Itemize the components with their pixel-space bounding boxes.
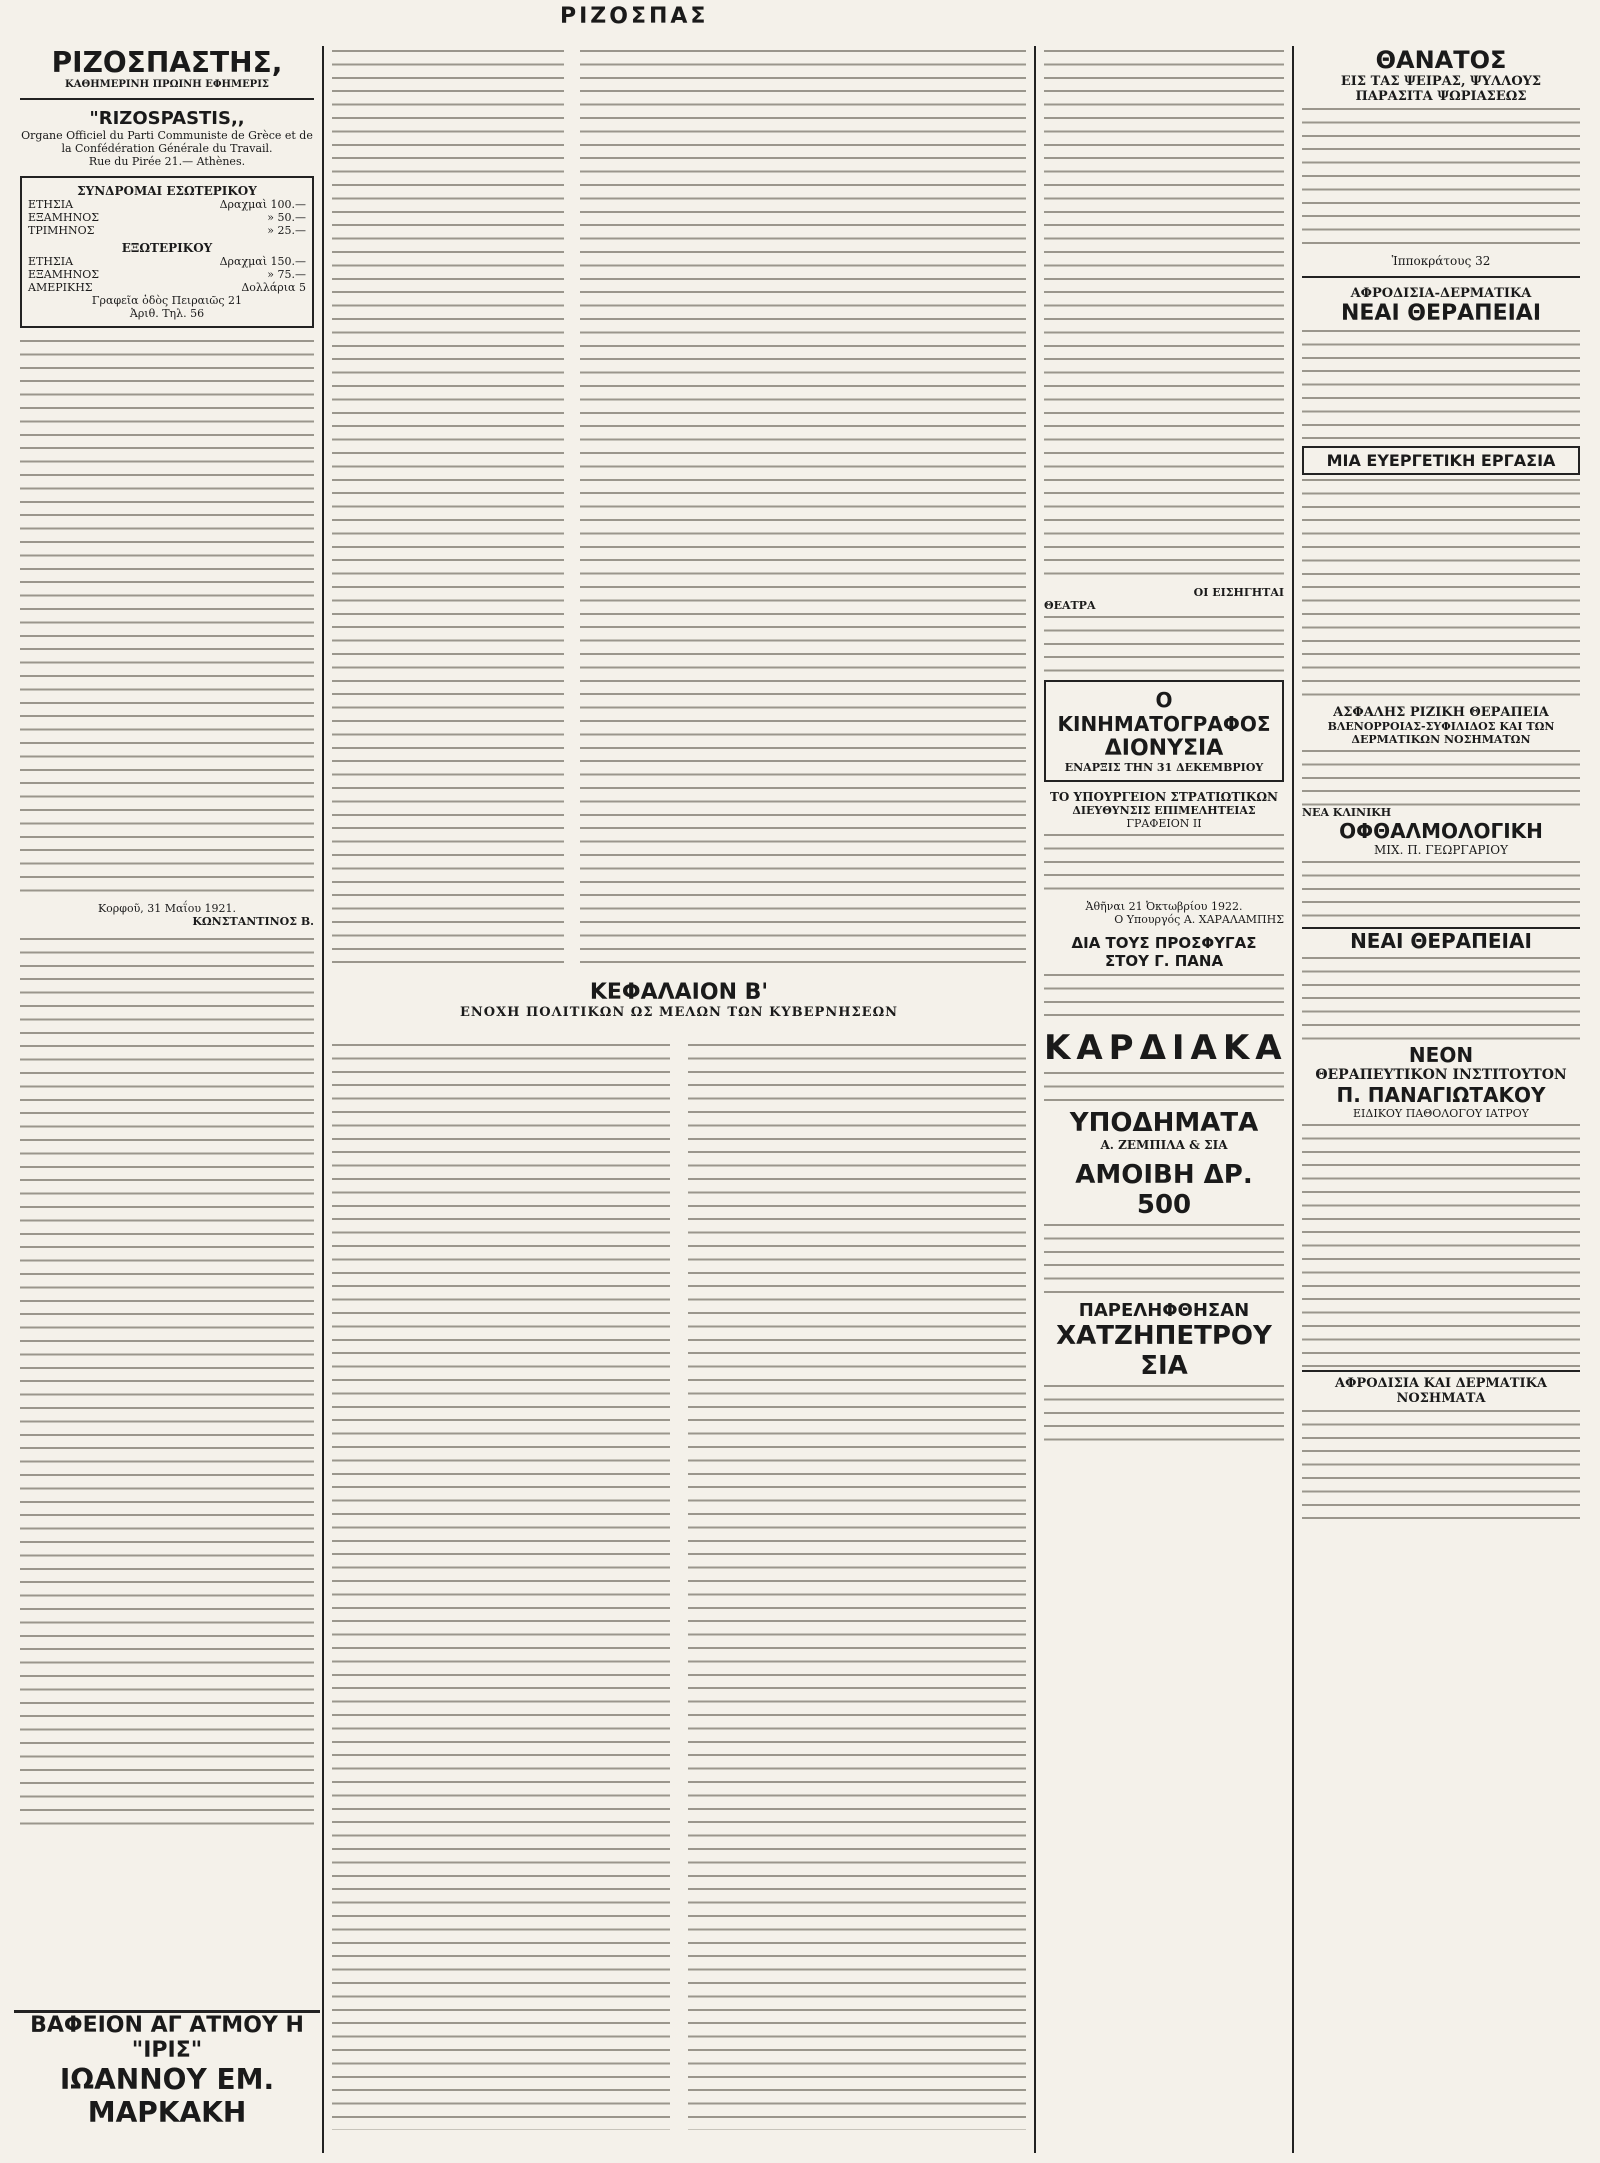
subscription-row (28, 198, 306, 211)
ad1-text (1302, 326, 1580, 446)
article-text (20, 934, 314, 1834)
iris-dye-ad (14, 2010, 320, 2129)
ministry-signature: Ο Υπουργός Α. ΧΑΡΑΛΑΜΠΗΣ (1114, 913, 1284, 926)
office-address: Γραφεῖα ὁδὸς Πειραιῶς 21 (91, 294, 243, 307)
article-text (332, 46, 564, 966)
ministry-date: Ἀθῆναι 21 Ὀκτωβρίου 1922. (1085, 900, 1243, 913)
subscription-price: Δραχμαὶ 150.— (219, 255, 306, 268)
ad5-text (1302, 1120, 1580, 1370)
french-description: Organe Officiel du Parti Communiste de Grèce et de la Confédération Générale du Travail. (21, 129, 313, 155)
shoes-firm: Α. ΖΕΜΠΙΛΑ & ΣΙΑ (1100, 1138, 1228, 1152)
death-ad-subtitle-2: ΠΑΡΑΣΙΤΑ ΨΩΡΙΑΣΕΩΣ (1355, 89, 1527, 104)
reward-text (1044, 1220, 1284, 1300)
ad4-text (1302, 953, 1580, 1043)
subscription-price: Δραχμαὶ 100.— (219, 198, 306, 211)
theatre-listings (1044, 612, 1284, 672)
column-3 (574, 46, 1032, 976)
subscription-price: » 50.— (267, 211, 306, 224)
ad-line-2: ΙΩΑΝΝΟΥ ΕΜ. ΜΑΡΚΑΚΗ (59, 2063, 275, 2129)
signoff: ΟΙ ΕΙΣΗΓΗΤΑΙ (1193, 586, 1284, 599)
masthead: ΡΙΖΟΣΠΑΣ (560, 4, 709, 29)
refugees-heading: ΔΙΑ ΤΟΥΣ ΠΡΟΣΦΥΓΑΣ (1071, 934, 1257, 952)
ad2-title: ΜΙΑ ΕΥΕΡΓΕΤΙΚΗ ΕΡΓΑΣΙΑ (1302, 446, 1580, 475)
subscription-row (28, 224, 306, 237)
chapter-title: ΚΕΦΑΛΑΙΟΝ Β' (589, 980, 769, 1005)
ad5-institute: ΘΕΡΑΠΕΥΤΙΚΟΝ ΙΝΣΤΙΤΟΥΤΟΝ (1315, 1067, 1567, 1083)
ad5-doctor: Π. ΠΑΝΑΓΙΩΤΑΚΟΥ (1336, 1083, 1546, 1107)
chapter-text-left (326, 1040, 676, 2140)
subscriptions-box (20, 176, 314, 328)
subscription-price: » 75.— (267, 268, 306, 281)
article-text (580, 46, 1026, 966)
cinema-ad (1044, 680, 1284, 782)
ad2-text (1302, 475, 1580, 705)
shoes-ad: ΥΠΟΔΗΜΑΤΑ (1069, 1108, 1259, 1138)
ministry-directorate: ΔΙΕΥΘΥΝΣΙΣ ΕΠΙΜΕΛΗΤΕΙΑΣ (1072, 804, 1256, 817)
subscriptions-heading: ΣΥΝΔΡΟΜΑΙ ΕΣΩΤΕΡΙΚΟΥ (77, 184, 257, 198)
ministry-text (1044, 830, 1284, 900)
paper-title: ΡΙΖΟΣΠΑΣΤΗΣ, (51, 46, 283, 79)
ad5-title: ΝΕΟΝ (1408, 1043, 1474, 1067)
ad1-subtitle: ΝΕΑΙ ΘΕΡΑΠΕΙΑΙ (1340, 301, 1542, 326)
article-text (688, 1040, 1026, 2130)
column-2 (326, 46, 570, 976)
subscription-label: ΕΞΑΜΗΝΟΣ (28, 211, 99, 224)
ad-line-1: ΒΑΦΕΙΟΝ ΑΓ ΑΤΜΟΥ Η "ΙΡΙΣ" (30, 2013, 304, 2063)
paper-subtitle: ΚΑΘΗΜΕΡΙΝΗ ΠΡΩΙΝΗ ΕΦΗΜΕΡΙΣ (65, 79, 269, 90)
divider (20, 98, 314, 100)
theatre-heading: ΘΕΑΤΡΑ (1044, 599, 1096, 612)
subscription-price: » 25.— (267, 224, 306, 237)
ad1-title: ΑΦΡΟΔΙΣΙΑ-ΔΕΡΜΑΤΙΚΑ (1350, 286, 1532, 301)
subscription-label: ΕΞΑΜΗΝΟΣ (28, 268, 99, 281)
subscription-label: ΑΜΕΡΙΚΗΣ (28, 281, 93, 294)
firm-ad: ΧΑΤΖΗΠΕΤΡΟΥ ΣΙΑ (1056, 1321, 1272, 1381)
cinema-date: ΕΝΑΡΞΙΣ ΤΗΝ 31 ΔΕΚΕΜΒΡΙΟΥ (1064, 761, 1264, 774)
ad3-subtitle: ΒΛΕΝΟΡΡΟΙΑΣ-ΣΥΦΙΛΙΔΟΣ ΚΑΙ ΤΩΝ ΔΕΡΜΑΤΙΚΩΝ ΝΟΣΗΜΑΤΩΝ (1327, 720, 1555, 746)
ad4-title: ΝΕΑΙ ΘΕΡΑΠΕΙΑΙ (1302, 927, 1580, 953)
dateline: Κορφοῦ, 31 Μαΐου 1921. (97, 902, 237, 915)
divider (1302, 276, 1580, 278)
kardiaka-text (1044, 1068, 1284, 1108)
column-rule (322, 46, 324, 2153)
chapter-text-right (682, 1040, 1032, 2140)
ad6-text (1302, 1406, 1580, 1526)
column-1 (14, 46, 320, 2006)
ophthalmology-text (1302, 857, 1580, 927)
chapter-heading-block (326, 980, 1032, 1020)
subscription-row (28, 281, 306, 294)
ophthalmology-doctor: ΜΙΧ. Π. ΓΕΩΡΓΑΡΙΟΥ (1374, 843, 1508, 857)
refugees-text (1044, 970, 1284, 1020)
refugees-shop: ΣΤΟΥ Γ. ΠΑΝΑ (1104, 952, 1224, 970)
ad3-title: ΑΣΦΑΛΗΣ ΡΙΖΙΚΗ ΘΕΡΑΠΕΙΑ (1333, 705, 1549, 720)
subscription-label: ΤΡΙΜΗΝΟΣ (28, 224, 95, 237)
subscription-row (28, 268, 306, 281)
foreign-heading: ΕΞΩΤΕΡΙΚΟΥ (121, 241, 213, 255)
cinema-title: Ο ΚΙΝΗΜΑΤΟΓΡΑΦΟΣ (1057, 688, 1271, 736)
phone-number: Ἀριθ. Τηλ. 56 (129, 307, 205, 320)
subscription-price: Δολλάρια 5 (241, 281, 306, 294)
column-rule (1034, 46, 1036, 2153)
clinic-label: ΝΕΑ ΚΛΙΝΙΚΗ (1302, 806, 1392, 819)
subscription-row (28, 211, 306, 224)
found-ad: ΠΑΡΕΛΗΦΘΗΣΑΝ (1078, 1300, 1250, 1321)
firm-text (1044, 1381, 1284, 1441)
ad3-text (1302, 746, 1580, 806)
subscription-label: ΕΤΗΣΙΑ (28, 198, 74, 211)
column-4 (1038, 46, 1290, 2146)
death-ad-text (1302, 104, 1580, 254)
reward-ad: ΑΜΟΙΒΗ ΔΡ. 500 (1075, 1160, 1253, 1220)
article-text (20, 336, 314, 896)
column-5 (1296, 46, 1586, 2146)
ministry-heading: ΤΟ ΥΠΟΥΡΓΕΙΟΝ ΣΤΡΑΤΙΩΤΙΚΩΝ (1050, 790, 1278, 804)
ad5-specialty: ΕΙΔΙΚΟΥ ΠΑΘΟΛΟΓΟΥ ΙΑΤΡΟΥ (1353, 1107, 1529, 1120)
cinema-name: ΔΙΟΝΥΣΙΑ (1104, 736, 1224, 761)
column-rule (1292, 46, 1294, 2153)
ministry-office: ΓΡΑΦΕΙΟΝ II (1126, 817, 1202, 830)
death-ad-subtitle: ΕΙΣ ΤΑΣ ΨΕΙΡΑΣ, ΨΥΛΛΟΥΣ (1340, 74, 1542, 89)
french-address: Rue du Pirée 21.— Athènes. (88, 155, 246, 168)
subscription-row (28, 255, 306, 268)
kardiaka-ad: ΚΑΡΔΙΑΚΑ (1044, 1028, 1288, 1068)
ad6-title: ΑΦΡΟΔΙΣΙΑ ΚΑΙ ΔΕΡΜΑΤΙΚΑ ΝΟΣΗΜΑΤΑ (1302, 1370, 1580, 1406)
death-ad-title: ΘΑΝΑΤΟΣ (1375, 46, 1507, 74)
address: Ἱπποκράτους 32 (1391, 254, 1491, 268)
ophthalmology-title: ΟΦΘΑΛΜΟΛΟΓΙΚΗ (1339, 819, 1543, 843)
article-text (332, 1040, 670, 2130)
subscription-label: ΕΤΗΣΙΑ (28, 255, 74, 268)
french-title: "RIZOSPASTIS,, (89, 108, 245, 129)
article-text (1044, 46, 1284, 586)
signature: ΚΩΝΣΤΑΝΤΙΝΟΣ Β. (192, 915, 314, 928)
chapter-subtitle: ΕΝΟΧΗ ΠΟΛΙΤΙΚΩΝ ΩΣ ΜΕΛΩΝ ΤΩΝ ΚΥΒΕΡΝΗΣΕΩΝ (459, 1005, 899, 1020)
